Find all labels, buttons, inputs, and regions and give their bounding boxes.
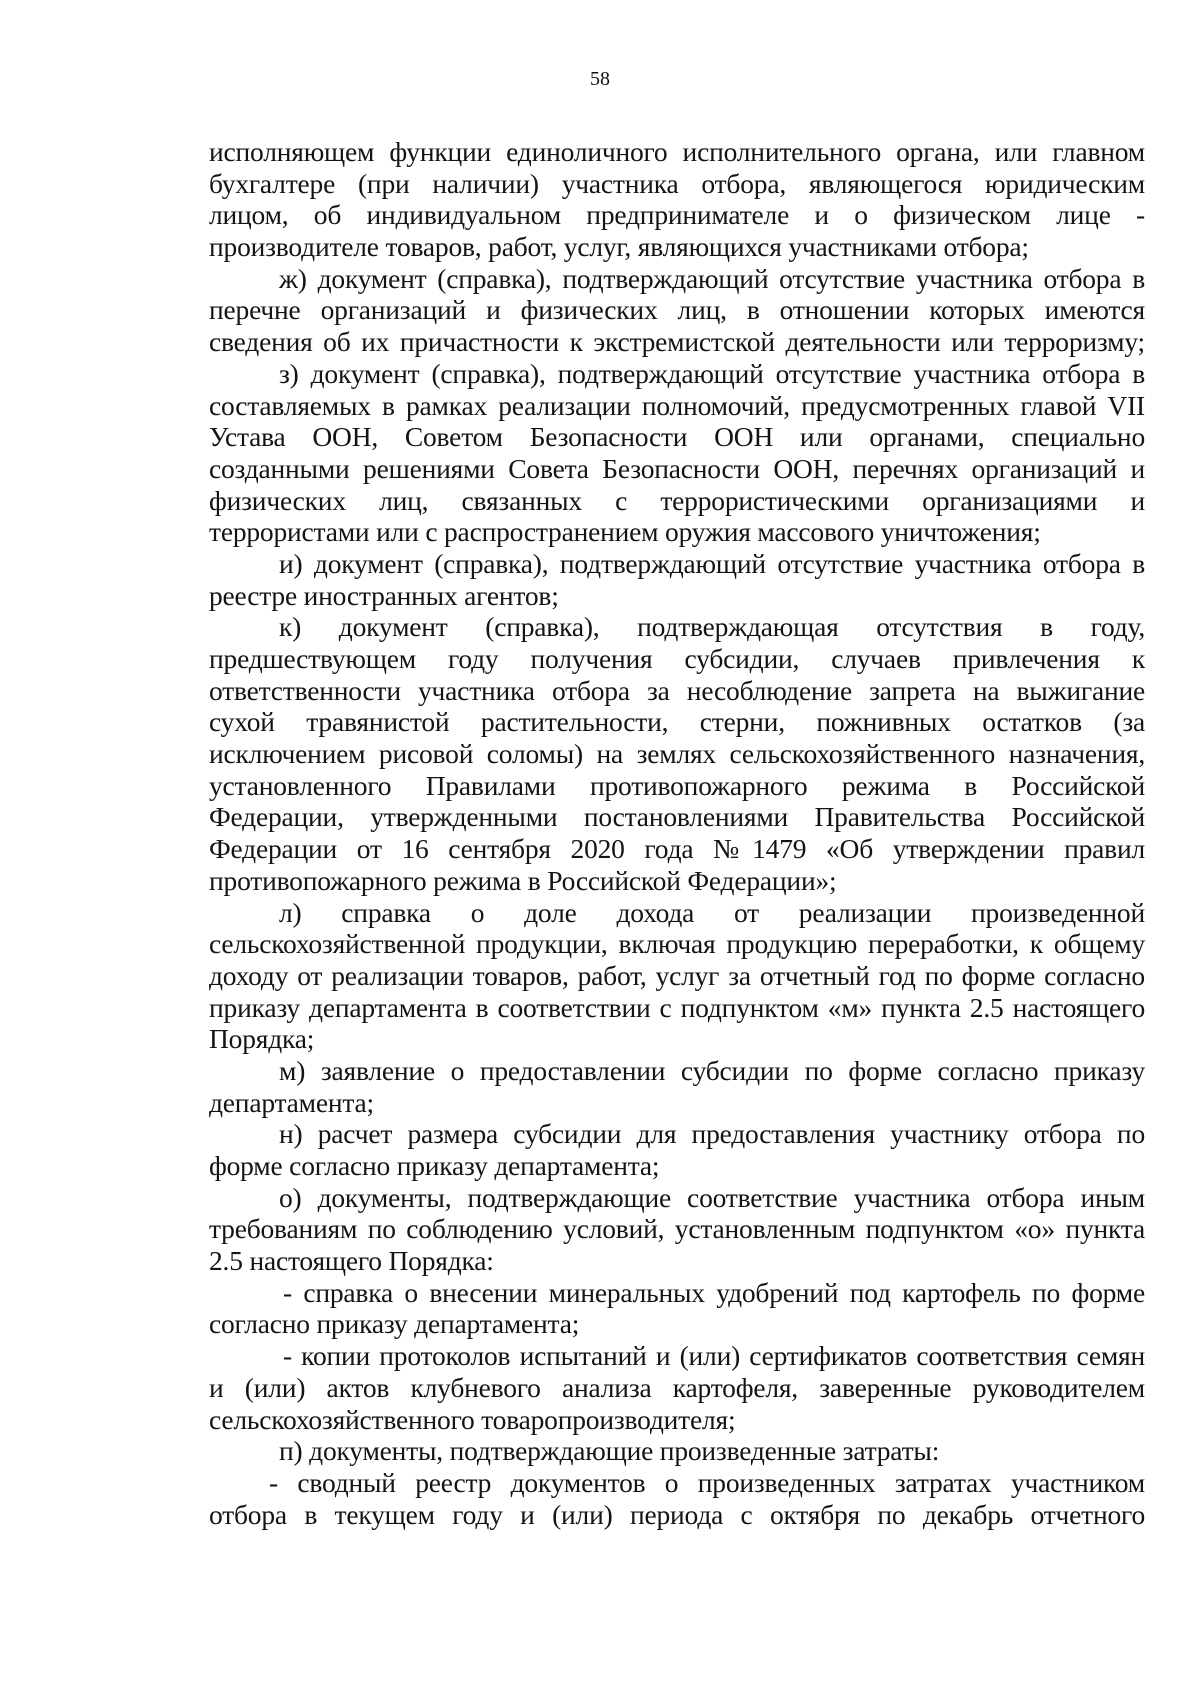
text-line: и) документ (справка), подтверждающий отсутствие участника отбора в	[279, 547, 1145, 579]
text-line: перечне организаций и физических лиц, в отношении которых имеются	[209, 294, 1145, 326]
text-line: 2.5 настоящего Порядка:	[209, 1245, 494, 1277]
text-line: Федерации от 16 сентября 2020 года №1479 «Об утверждении правил	[209, 833, 1145, 865]
body-text	[209, 136, 1145, 1530]
text-line: сельскохозяйственного товаропроизводителя;	[209, 1403, 736, 1435]
text-line: доходу от реализации товаров, работ, услуг за отчетный год по форме согласно	[209, 959, 1145, 991]
text-line: требованиям по соблюдению условий, установленным подпунктом «о» пункта	[209, 1213, 1145, 1245]
text-line: согласно приказу департамента;	[209, 1308, 580, 1340]
text-line: Федерации, утвержденными постановлениями Правительства Российской	[209, 801, 1145, 833]
text-line: физических лиц, связанных с террористическими организациями и	[209, 484, 1145, 516]
text-line: з) документ (справка), подтверждающий отсутствие участника отбора в	[279, 357, 1145, 389]
text-line: реестре иностранных агентов;	[209, 579, 559, 611]
text-line: к) документ (справка), подтверждающая отсутствия в году,	[279, 611, 1145, 643]
text-line: Устава ООН, Советом Безопасности ООН или органами, специально	[209, 421, 1145, 453]
text-line: предшествующем году получения субсидии, случаев привлечения к	[209, 643, 1145, 674]
text-line: ответственности участника отбора за несоблюдение запрета на выжигание	[209, 674, 1145, 706]
text-line: исполняющем функции единоличного исполнительного органа, или главном	[209, 136, 1145, 167]
text-line: отбора в текущем году и (или) периода с октября по декабрь отчетного	[209, 1498, 1145, 1530]
text-line: исключением рисовой соломы) на землях сельскохозяйственного назначения,	[209, 738, 1145, 770]
text-line: п) документы, подтверждающие произведенные затраты:	[279, 1435, 940, 1467]
text-line: лицом, об индивидуальном предпринимателе и о физическом лице -	[209, 199, 1145, 231]
text-line: Порядка;	[209, 1023, 315, 1055]
text-line: бухгалтере (при наличии) участника отбора, являющегося юридическим	[209, 167, 1145, 199]
text-line: - справка о внесении минеральных удобрений под картофель по форме	[283, 1276, 1145, 1308]
text-line: террористами или с распространением оружия массового уничтожения;	[209, 516, 1041, 548]
page-number: 58	[590, 68, 610, 90]
text-line: м) заявление о предоставлении субсидии по форме согласно приказу	[279, 1054, 1145, 1086]
text-line: составляемых в рамках реализации полномочий, предусмотренных главой VII	[209, 389, 1145, 421]
text-line: - копии протоколов испытаний и (или) сертификатов соответствия семян	[283, 1340, 1145, 1372]
text-line: сухой травянистой растительности, стерни, пожнивных остатков (за	[209, 706, 1145, 738]
text-line: ж) документ (справка), подтверждающий отсутствие участника отбора в	[279, 262, 1145, 294]
text-line: созданными решениями Совета Безопасности ООН, перечнях организаций и	[209, 452, 1145, 484]
text-line: и (или) актов клубневого анализа картофеля, заверенные руководителем	[209, 1371, 1145, 1403]
text-line: сведения об их причастности к экстремистской деятельности или терроризму;	[209, 326, 1145, 358]
text-line: производителе товаров, работ, услуг, являющихся участниками отбора;	[209, 231, 1029, 263]
text-line: л) справка о доле дохода от реализации произведенной	[279, 896, 1145, 928]
text-line: - сводный реестр документов о произведенных затратах участником	[269, 1466, 1145, 1498]
text-line: сельскохозяйственной продукции, включая продукцию переработки, к общему	[209, 928, 1145, 960]
text-line: противопожарного режима в Российской Федерации»;	[209, 864, 837, 896]
text-line: о) документы, подтверждающие соответствие участника отбора иным	[279, 1181, 1145, 1213]
text-line: н) расчет размера субсидии для предоставления участнику отбора по	[279, 1118, 1145, 1150]
text-line: установленного Правилами противопожарного режима в Российской	[209, 769, 1145, 801]
text-line: департамента;	[209, 1086, 374, 1118]
text-line: приказу департамента в соответствии с подпунктом «м» пункта 2.5 настоящего	[209, 991, 1145, 1023]
text-line: форме согласно приказу департамента;	[209, 1150, 660, 1181]
